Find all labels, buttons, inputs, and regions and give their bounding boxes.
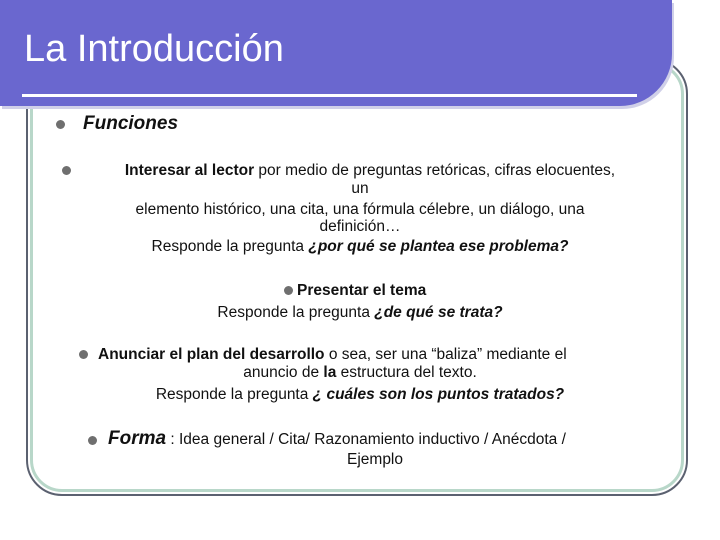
item-interesar-text: por medio de preguntas retóricas, cifras elocuentes,	[254, 162, 616, 179]
bullet-icon	[56, 120, 65, 129]
bullet-icon	[79, 350, 88, 359]
item-interesar	[80, 161, 660, 180]
item-interesar-question: ¿por qué se plantea ese problema?	[308, 238, 569, 255]
item-anunciar-line2-a: anuncio de	[243, 364, 324, 381]
item-anunciar-question-line	[60, 386, 660, 404]
item-presentar-q-prefix: Responde la pregunta	[217, 304, 375, 321]
item-presentar-question-line	[60, 303, 660, 322]
item-anunciar-q-prefix: Responde la pregunta	[155, 386, 313, 403]
item-anunciar-line2	[60, 364, 660, 382]
item-interesar-line2: un	[351, 180, 369, 197]
item-forma	[108, 429, 668, 449]
item-presentar-bold: Presentar el tema	[297, 282, 427, 299]
item-anunciar-text: o sea, ser una “baliza” mediante el	[324, 346, 567, 363]
title-underline	[22, 94, 637, 97]
item-presentar	[297, 281, 457, 300]
item-interesar-line4: definición…	[319, 218, 401, 235]
item-anunciar-question: ¿ cuáles son los puntos tratados?	[312, 386, 565, 403]
item-interesar-line3: elemento histórico, una cita, una fórmula célebre, un diálogo, una	[135, 201, 585, 218]
item-anunciar-line2-bold: la	[323, 364, 337, 381]
item-anunciar-line2-b: estructura del texto.	[336, 364, 477, 381]
section-heading: Funciones	[83, 113, 179, 134]
item-forma-line2: Ejemplo	[347, 451, 403, 468]
item-interesar-question-line	[60, 238, 660, 255]
bullet-icon	[284, 286, 293, 295]
bullet-icon	[88, 436, 97, 445]
item-interesar-line1	[80, 161, 660, 180]
item-forma-text: : Idea general / Cita/ Razonamiento inductivo / Anécdota /	[166, 431, 566, 448]
item-interesar-bold: Interesar al lector	[124, 162, 255, 179]
item-anunciar	[98, 345, 658, 364]
item-presentar-question: ¿de qué se trata?	[374, 304, 503, 321]
bullet-icon	[62, 166, 71, 175]
item-anunciar-bold: Anunciar el plan del desarrollo	[98, 346, 325, 363]
item-interesar-q-prefix: Responde la pregunta	[151, 238, 309, 255]
item-anunciar-body	[60, 364, 660, 404]
item-forma-bold: Forma	[108, 428, 167, 449]
slide-title: La Introducción	[24, 28, 284, 70]
item-interesar-body	[60, 180, 660, 255]
